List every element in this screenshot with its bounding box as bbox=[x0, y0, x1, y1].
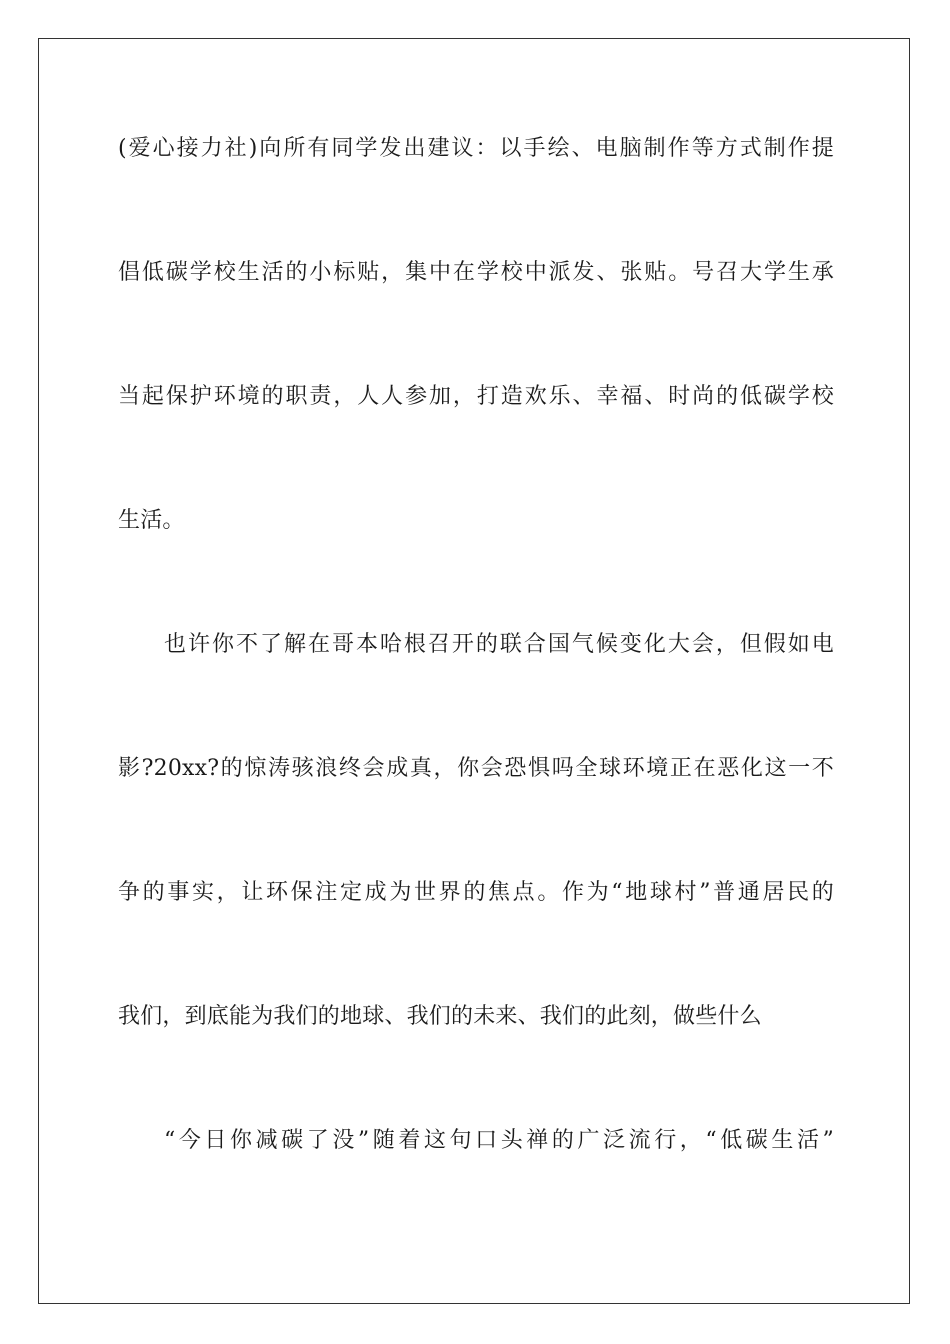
text-line-7: 争的事实，让环保注定成为世界的焦点。作为“地球村”普通居民的 bbox=[118, 880, 834, 905]
text-line-2: 倡低碳学校生活的小标贴，集中在学校中派发、张贴。号召大学生承 bbox=[118, 260, 834, 285]
text-line-8: 我们，到底能为我们的地球、我们的未来、我们的此刻，做些什么 bbox=[118, 1004, 762, 1029]
text-line-9: “今日你减碳了没”随着这句口头禅的广泛流行，“低碳生活” bbox=[164, 1128, 834, 1153]
text-line-6: 影?20xx?的惊涛骇浪终会成真，你会恐惧吗全球环境正在恶化这一不 bbox=[118, 756, 834, 781]
text-line-1: (爱心接力社)向所有同学发出建议：以手绘、电脑制作等方式制作提 bbox=[118, 136, 834, 161]
page-border bbox=[38, 38, 910, 1304]
text-line-3: 当起保护环境的职责，人人参加，打造欢乐、幸福、时尚的低碳学校 bbox=[118, 384, 834, 409]
text-line-4: 生活。 bbox=[118, 508, 185, 533]
text-line-5: 也许你不了解在哥本哈根召开的联合国气候变化大会，但假如电 bbox=[164, 632, 834, 657]
